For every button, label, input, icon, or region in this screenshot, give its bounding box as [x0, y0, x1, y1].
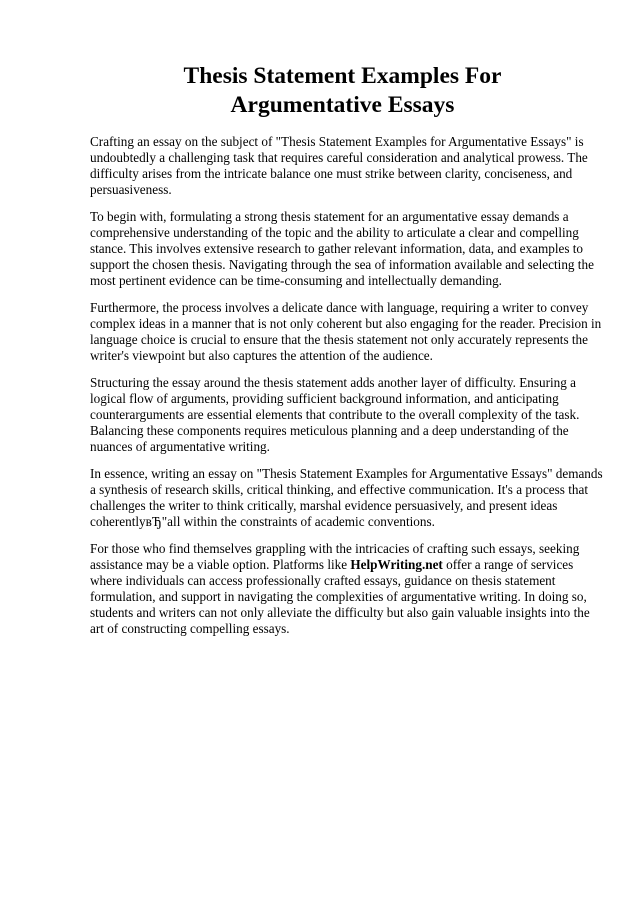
paragraph-line: For those who find themselves grappling with the intricacies of crafting such essays, seeking — [90, 541, 580, 556]
paragraph-line: students and writers can not only alleviate the difficulty but also gain valuable insights into the — [90, 605, 590, 620]
title-line-1: Thesis Statement Examples For — [183, 63, 502, 89]
paragraph-1 — [90, 134, 595, 198]
paragraph-line: complex ideas in a manner that is not only coherent but also engaging for the reader. Precision in — [90, 316, 602, 331]
paragraph-line-with-link — [90, 557, 595, 573]
paragraph-line: logical flow of arguments, providing sufficient background information, and anticipating — [90, 391, 559, 406]
document-page — [90, 62, 603, 648]
paragraph-text: assistance may be a viable option. Platforms like — [90, 557, 351, 572]
paragraph-line: In essence, writing an essay on "Thesis Statement Examples for Argumentative Essays" demands — [90, 466, 603, 481]
paragraph-line: Furthermore, the process involves a delicate dance with language, requiring a writer to convey — [90, 300, 589, 315]
paragraph-text: offer a range of services — [442, 557, 574, 572]
paragraph-line: language choice is crucial to ensure that the thesis statement not only accurately represents the — [90, 332, 589, 347]
paragraph-line: coherentlyвЂ"all within the constraints of academic conventions. — [90, 514, 435, 529]
paragraph-line: stance. This involves extensive research to gather relevant information, data, and examples to — [90, 241, 584, 256]
paragraph-5 — [90, 466, 603, 530]
paragraph-line: nuances of argumentative writing. — [90, 439, 270, 454]
paragraph-line: challenges the writer to think critically, marshal evidence persuasively, and present ideas — [90, 498, 558, 513]
paragraph-line: art of constructing compelling essays. — [90, 621, 290, 636]
helpwriting-link[interactable]: HelpWriting.net — [350, 557, 443, 572]
paragraph-2 — [90, 209, 595, 289]
paragraph-line: where individuals can access professionally crafted essays, guidance on thesis statement — [90, 573, 556, 588]
paragraph-line: difficulty arises from the intricate balance one must strike between clarity, conciseness, and — [90, 166, 573, 181]
paragraph-line: formulation, and support in navigating the complexities of argumentative writing. In doing so, — [90, 589, 587, 604]
paragraph-line: Balancing these components requires meticulous planning and a deep understanding of the — [90, 423, 569, 438]
paragraph-3 — [90, 300, 602, 364]
paragraph-line: counterarguments are essential elements that contribute to the overall complexity of the task. — [90, 407, 580, 422]
paragraph-line: Structuring the essay around the thesis statement adds another layer of difficulty. Ensuring a — [90, 375, 576, 390]
paragraph-line: persuasiveness. — [90, 182, 172, 197]
paragraph-line: undoubtedly a challenging task that requires careful consideration and analytical prowess. The — [90, 150, 588, 165]
paragraph-line: writer's viewpoint but also captures the attention of the audience. — [90, 348, 433, 363]
paragraph-line: most pertinent evidence can be time-consuming and intellectually demanding. — [90, 273, 502, 288]
paragraph-line: support the chosen thesis. Navigating through the sea of information available and selecting the — [90, 257, 594, 272]
paragraph-6 — [90, 541, 595, 637]
paragraph-line: a synthesis of research skills, critical thinking, and effective communication. It's a process that — [90, 482, 588, 497]
paragraph-4 — [90, 375, 595, 455]
title-line-2: Argumentative Essays — [230, 92, 455, 118]
document-title — [90, 62, 595, 120]
paragraph-line: To begin with, formulating a strong thesis statement for an argumentative essay demands a — [90, 209, 569, 224]
paragraph-line: comprehensive understanding of the topic and the ability to articulate a clear and compelling — [90, 225, 579, 240]
paragraph-line: Crafting an essay on the subject of "Thesis Statement Examples for Argumentative Essays" is — [90, 134, 584, 149]
